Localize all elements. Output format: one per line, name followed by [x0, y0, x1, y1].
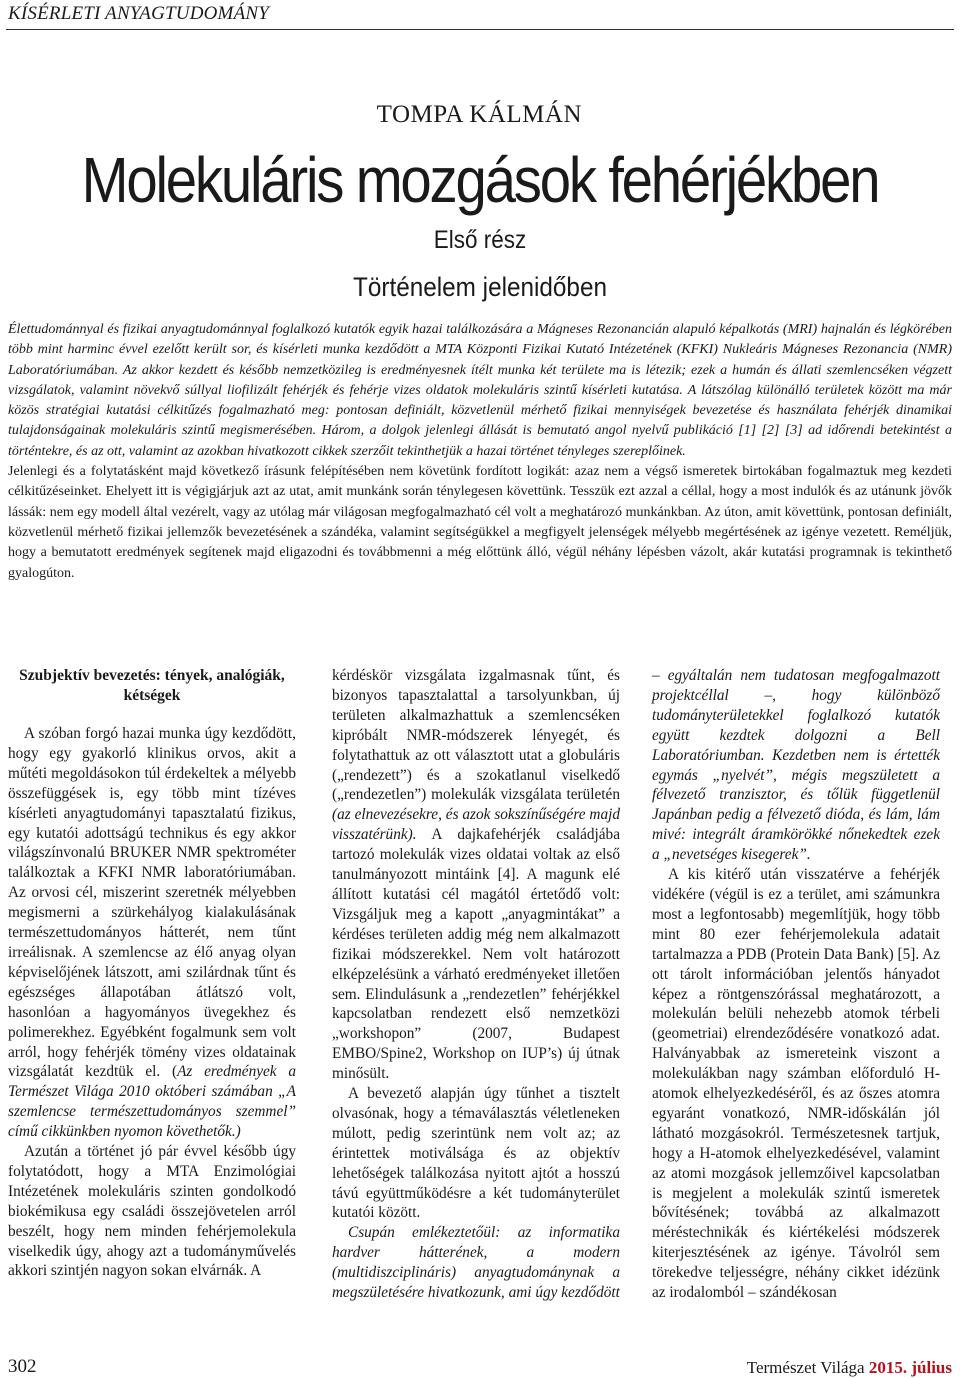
magazine-name: Természet Világa	[746, 1358, 865, 1377]
author-name: TOMPA KÁLMÁN	[376, 101, 582, 128]
lead-paragraphs	[8, 320, 952, 584]
col1-paragraph-2: Azután a történet jó pár évvel később úgy folytatódott, hogy a MTA Enzimológiai Intézetének molekuláris szinten gondolkodó biokémikusa egy családi összejövetelen arról beszélt, hogy nem minden fehérjemolekula viselkedik úgy, ahogy azt a tudományművelés akkori szintjén nagyon sokan elvárnák. A	[8, 1143, 296, 1280]
article-subtitle: Történelem jelenidőben	[353, 272, 607, 302]
article-title: Molekuláris mozgások fehérjékben	[81, 144, 879, 216]
col2-paragraph-1	[332, 666, 620, 1084]
col1-p1-text: A szóban forgó hazai munka úgy kezdődött, hogy egy gyakorló klinikus orvos, akit a műtéti megoldásokon túl érdekeltek a mélyebb összefüggések is, egy több mint tízéves kísérleti anyagtudományi tapasztalatú fizikus, egy kutatói adottságú technikus és egy akkor világszínvonalú BRUKER NMR spektrométer találkoztak a KFKI NMR laboratóriumában. Az orvosi cél, miszerint szeretnék mélyebben megismerni a szürkehályog kialakulásának természettudományos hátterét, nem tűnt irreálisnak. A szemlencse az élő anyag olyan képviselőjének látszott, ami szilárdnak tűnt és egészséges állapotában átlátszó volt, hasonlóan a hagyományos üvegekhez és polimerekhez. Egyébként fogalmunk sem volt arról, hogy fehérjék tömény vizes oldatainak vizsgálatát kezdtük el. (	[8, 725, 296, 1081]
col1-paragraph-1	[8, 724, 296, 1142]
page-number: 302	[8, 1356, 37, 1377]
header-rule	[6, 29, 954, 30]
column-2	[332, 666, 620, 1303]
column-3	[652, 666, 940, 1303]
col2-p1-text: kérdéskör vizsgálata izgalmasnak tűnt, és bizonyos tapasztalattal a tarsolyunkban, új területen alkalmazhattuk a szemlencséken kipróbált NMR-módszerek lényegét, és folytathattuk az ott választott utat a globuláris („rendezett”) és a szokatlanul viselkedő („rendezetlen”) molekulák vizsgálata területén	[332, 667, 620, 804]
col2-paragraph-2: A bevezető alapján úgy tűnhet a tisztelt olvasónak, hogy a témaválasztás véletleneken múlott, pedig szerintünk nem volt az; az érintettek motiválsága és az objektív lehetőségek találkozása nyitott ajtót a hosszú távú együttműködésre a két tudományterület kutatói között.	[332, 1085, 620, 1222]
col1-p1-italic: Az eredmények a Természet Világa 2010 októberi számában „A szemlencse természettudományos szemmel” című cikkünkben nyomon követhetők.)	[8, 1063, 297, 1141]
section-label: KÍSÉRLETI ANYAGTUDOMÁNY	[8, 3, 270, 24]
column-1	[8, 666, 296, 1281]
col3-paragraph-2: A kis kitérő után visszatérve a fehérjék vidékére (végül is ez a terület, ami számunkra most a legfontosabb) megemlítjük, hogy több mint 80 ezer fehérjemolekula adatait tartalmazza a PDB (Protein Data Bank) [5]. Az ott tárolt információban jelentős hányadot képez a röntgenszórással meghatározott, a molekulán belüli nehezebb atomok térbeli (geometriai) elrendeződésére vonatkozó adat. Halványabbak az ismereteink viszont a molekulákban nagy számban előforduló H-atomok elhelyezkedéséről, és az őszes atomra egyaránt vonatkozó, NMR-időskálán jól látható mozgásokról. Természetesnek tartjuk, hogy a H-atomok elhelyezkedésével, valamint az atomi mozgások jellemzőivel kapcsolatban is megjelent a molekulák szintű ismeretek bővítésének; továbbá az alkalmazott méréstechnikák és kiértékelési módszerek kiterjesztésének az igénye. Távolról sem törekedve teljességre, néhány cikket idézünk az irodalomból – szándékosan	[652, 866, 940, 1302]
section-heading: Szubjektív bevezetés: tények, analógiák, kétségek	[19, 667, 285, 704]
lead-paragraph-2: Jelenlegi és a folytatásként majd következő írásunk felépítésében nem követünk fordított logikát: azaz nem a végső ismeretek birtokában fogalmaztuk meg kezdeti célkitűzéseinket. Ehelyett itt is végigjárjuk azt az utat, amit munkánk során ténylegesen követtünk. Tesszük ezt azzal a céllal, hogy a most indulók és az utánunk jövők lássák: nem egy modell által vezérelt, vagy az utólag már világosan megfogalmazható cél volt a meghatározó munkánkban. Az úton, amit követtünk, pontosan definiált, közvetlenül mérhető fizikai jellemzők bevezetésének a szándéka, valamint segítségükkel a megfigyelt jelenségek mélyebb megértésének az igénye vezetett. Reméljük, hogy a bemutatott eredmények segítenek majd eligazodni és továbbmenni a még előttünk álló, végül néhány lépésben vázolt, akár kutatási programnak is tekinthető gyalogúton.	[8, 464, 952, 581]
lead-paragraph-1: Élettudománnyal és fizikai anyagtudománnyal foglalkozó kutatók egyik hazai találkozására a Mágneses Rezonancián alapuló képalkotás (MRI) hajnalán és légkörében több mint harminc évvel ezelőtt került sor, és kísérleti munka kezdődött a MTA Központi Fizikai Kutató Intézetének (KFKI) Nukleáris Mágneses Rezonancia (NMR) Laboratóriumában. Az akkor kezdett és később nemzetközileg is eredményesnek ítélt munka két területe ma is létezik; ezek a humán és állati szemlencséken végzett vizsgálatok, valamint növekvő súllyal liofilizált fehérjék és fehérje vizes oldatok molekuláris szintű kísérleti kutatása. A látszólag különálló területek között ma már közös stratégiai kutatási célkitűzés fogalmazható meg: pontosan definiált, közvetlenül mérhető fizikai mennyiségek bevezetése és használata fehérjék dinamikai tulajdonságainak molekuláris szintű megismerésében. Három, a dolgok jelenlegi állását is bemutató angol nyelvű publikáció [1] [2] [3] ad időrendi betekintést a történtekre, és az ott, valamint az azokban hivatkozott cikkek szerzőit tekinthetjük a hazai történet tényleges szereplőinek.	[8, 322, 952, 459]
magazine-issue: 2015. július	[868, 1358, 952, 1377]
col2-p1b-text: A dajkafehérjék családjába tartozó molekulák vizes oldatai voltak az első tanulmányozott mintáink [4]. A magunk elé állított kutatási cél magától értetődő volt: Vizsgáljuk meg a kapott „anyagmintákat” a kérdéses területen addig még nem alkalmazott fizikai módszerekkel. Nem volt határozott elképzelésünk a várható eredményeket illetően sem. Elindulásunk a „rendezetlen” fehérjékkel kapcsolatban rendezett első nemzetközi „workshopon” (2007, Budapest EMBO/Spine2, Workshop on IUP’s) új útnak minősült.	[332, 826, 620, 1083]
magazine-footer	[747, 1358, 952, 1378]
article-part: Első rész	[433, 226, 527, 254]
col2-p1-italic: (az elnevezésekre, és azok sokszínűségére majd visszatérünk).	[332, 806, 620, 844]
col3-paragraph-1: – egyáltalán nem tudatosan megfogalmazott projektcéllal –, hogy különböző tudományterületekkel foglalkozó kutatók együtt kezdtek dolgozni a Bell Laboratóriumban. Kezdetben nem is értették egymás „nyelvét”, mégis megszületett a félvezető tranzisztor, és tőlük függetlenül Japánban pedig a félvezető dióda, és lám, lám mivé: integrált áramkörökké nőnekedtek ezek a „nevetséges kisegerek”.	[652, 667, 940, 864]
col2-paragraph-3: Csupán emlékeztetőül: az informatika hardver hátterének, a modern (multidiszciplináris) anyagtudománynak a megszületésére hivatkozunk, ami úgy kezdődött	[332, 1224, 620, 1302]
